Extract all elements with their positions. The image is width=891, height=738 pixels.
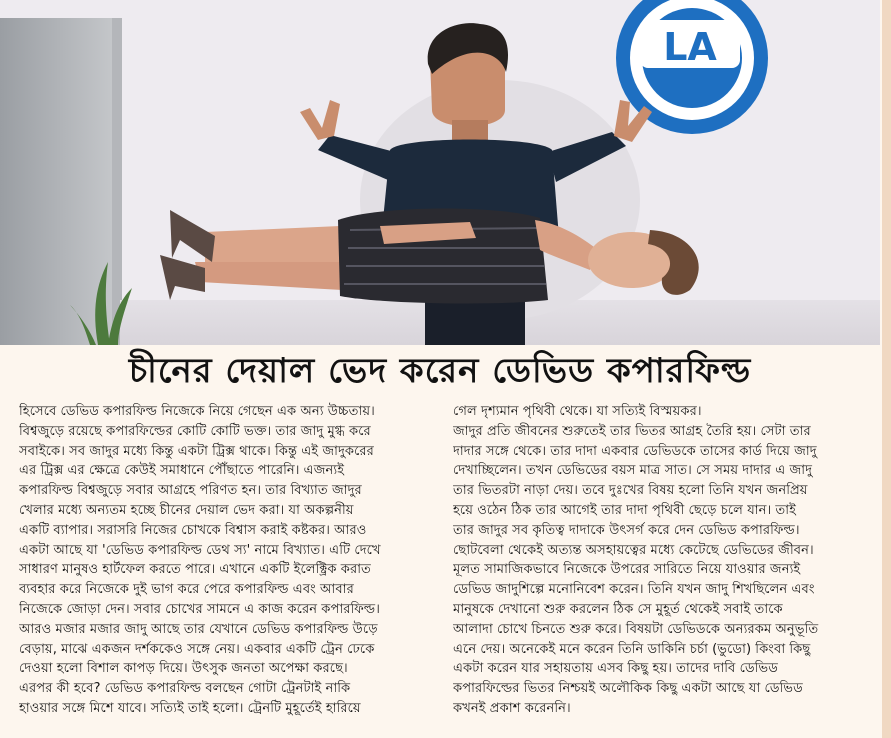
headline: চীনের দেয়াল ভেদ করেন ডেভিড কপারফিল্ড (128, 351, 752, 391)
text-line: নিজেকে জোড়া দেন। সবার চোখের সামনে এ কাজ করেন কপারফিল্ড। (19, 601, 380, 617)
text-line: তার জাদুর সব কৃতিত্ব দাদাকে উৎসর্গ করে দেন ডেভিড কপারফিল্ড। (453, 522, 800, 538)
text-line: হয়ে ওঠেন ঠিক তার আগেই তার দাদা পৃথিবী ছেড়ে চলে যান। তাই (453, 502, 796, 518)
logo-text: LA (663, 25, 717, 69)
text-line: আরও মজার মজার জাদু আছে তার যেখানে ডেভিড কপারফিল্ড উড়ে (19, 621, 378, 637)
text-line: তার ভিতরটা নাড়া দেয়। তবে দুঃখের বিষয় হলো তিনি যখন জনপ্রিয় (453, 483, 808, 499)
text-line: বিশ্বজুড়ে রয়েছে কপারফিল্ডের কোটি কোটি ভক্ত। তার জাদু মুগ্ধ করে (19, 423, 371, 439)
text-line: একটি ব্যাপার। সরাসরি নিজের চোখকে বিশ্বাস করাই কষ্টকর। আরও (19, 522, 367, 538)
text-line: আলাদা চোখে চিনতে শুরু করে। বিষয়টা ডেভিডকে অন্যরকম অনুভূতি (453, 621, 819, 637)
text-line: দাদার সঙ্গে থেকে। তার দাদা একবার ডেভিডকে তাসের কার্ড দিয়ে জাদু (453, 443, 817, 459)
text-line: দেওয়া হলো বিশাল কাপড় দিয়ে। উৎসুক জনতা অপেক্ষা করছে। (19, 661, 348, 677)
text-line: দেখাচ্ছিলেন। তখন ডেভিডের বয়স মাত্র সাত। সে সময় দাদার এ জাদু (453, 463, 813, 479)
text-line: জাদুর প্রতি জীবনের শুরুতেই তার ভিতর আগ্রহ তৈরি হয়। সেটা তার (453, 423, 811, 439)
text-line: খেলার মধ্যে অন্যতম হচ্ছে চীনের দেয়াল ভেদ করা। যা অকল্পনীয় (19, 502, 354, 518)
text-line: একটা আছে যা 'ডেভিড কপারফিল্ড ডেথ স্য' নামে বিখ্যাত। এটি দেখে (19, 542, 381, 558)
levitation-illustration (0, 0, 880, 345)
article-column-right (453, 402, 883, 719)
text-line: মানুষকে দেখানো শুরু করলেন ঠিক সে মুহূর্ত থেকেই সবাই তাকে (453, 601, 783, 617)
text-line: এনে দেয়। অনেকেই মনে করেন তিনি ডাকিনি চর্চা (ভুডো) কিংবা কিছু (453, 641, 811, 657)
text-line: কপারফিল্ডের ভিতর নিশ্চয়ই অলৌকিক কিছু একটা আছে যা ডেভিড (453, 681, 803, 697)
text-line: ছোটবেলা থেকেই অত্যন্ত অসহায়ত্বের মধ্যে কেটেছে ডেভিডের জীবন। (453, 542, 814, 558)
text-line: হিসেবে ডেভিড কপারফিল্ড নিজেকে নিয়ে গেছেন এক অন্য উচ্চতায়। (19, 404, 375, 419)
text-line: কপারফিল্ড বিশ্বজুড়ে সবার আগ্রহে পরিণত হন। তার বিখ্যাত জাদুর (19, 483, 362, 499)
text-line: ডেভিড জাদুশিল্পে মনোনিবেশ করেন। তিনি যখন জাদু শিখছিলেন এবং (453, 582, 815, 598)
text-line: এরপর কী হবে? ডেভিড কপারফিল্ড বলছেন গোটা ট্রেনটাই নাকি (19, 681, 351, 697)
text-line: বেড়ায়, মাঝে একজন দর্শককেও সঙ্গে নেয়। একবার একটি ট্রেন ঢেকে (19, 641, 375, 657)
text-line: কখনই প্রকাশ করেননি। (453, 700, 571, 716)
text-line: সাধারণ মানুষও হার্টফেল করতে পারে। এখানে একটি ইলেক্ট্রিক করাত (19, 562, 371, 578)
article-photo (0, 0, 880, 345)
text-line: গেল দৃশ্যমান পৃথিবী থেকে। যা সত্যিই বিস্ময়কর। (453, 404, 702, 419)
text-line: একটা করেন যার সহায়তায় এসব কিছু হয়। তাদের দাবি ডেভিড (453, 661, 778, 677)
text-line: হাওয়ার সঙ্গে মিশে যাবে। সত্যিই তাই হলো। ট্রেনটি মুহূর্তেই হারিয়ে (19, 700, 361, 716)
text-line: এর ট্রিক্স এর ক্ষেত্রে কেউই সমাধানে পৌঁছাতে পারেনি। এজন্যই (19, 463, 345, 479)
text-line: ব্যবহার করে নিজেকে দুই ভাগ করে পেরে কপারফিল্ড এবং আবার (19, 582, 354, 598)
text-line: সবাইকে। সব জাদুর মধ্যে কিন্তু একটা ট্রিক্স থাকে। কিন্তু এই জাদুকরের (19, 443, 374, 459)
text-line: মূলত সামাজিকভাবে নিজেকে উপরের সারিতে নিয়ে যাওয়ার জন্যই (453, 562, 801, 578)
article-column-left (19, 402, 449, 719)
